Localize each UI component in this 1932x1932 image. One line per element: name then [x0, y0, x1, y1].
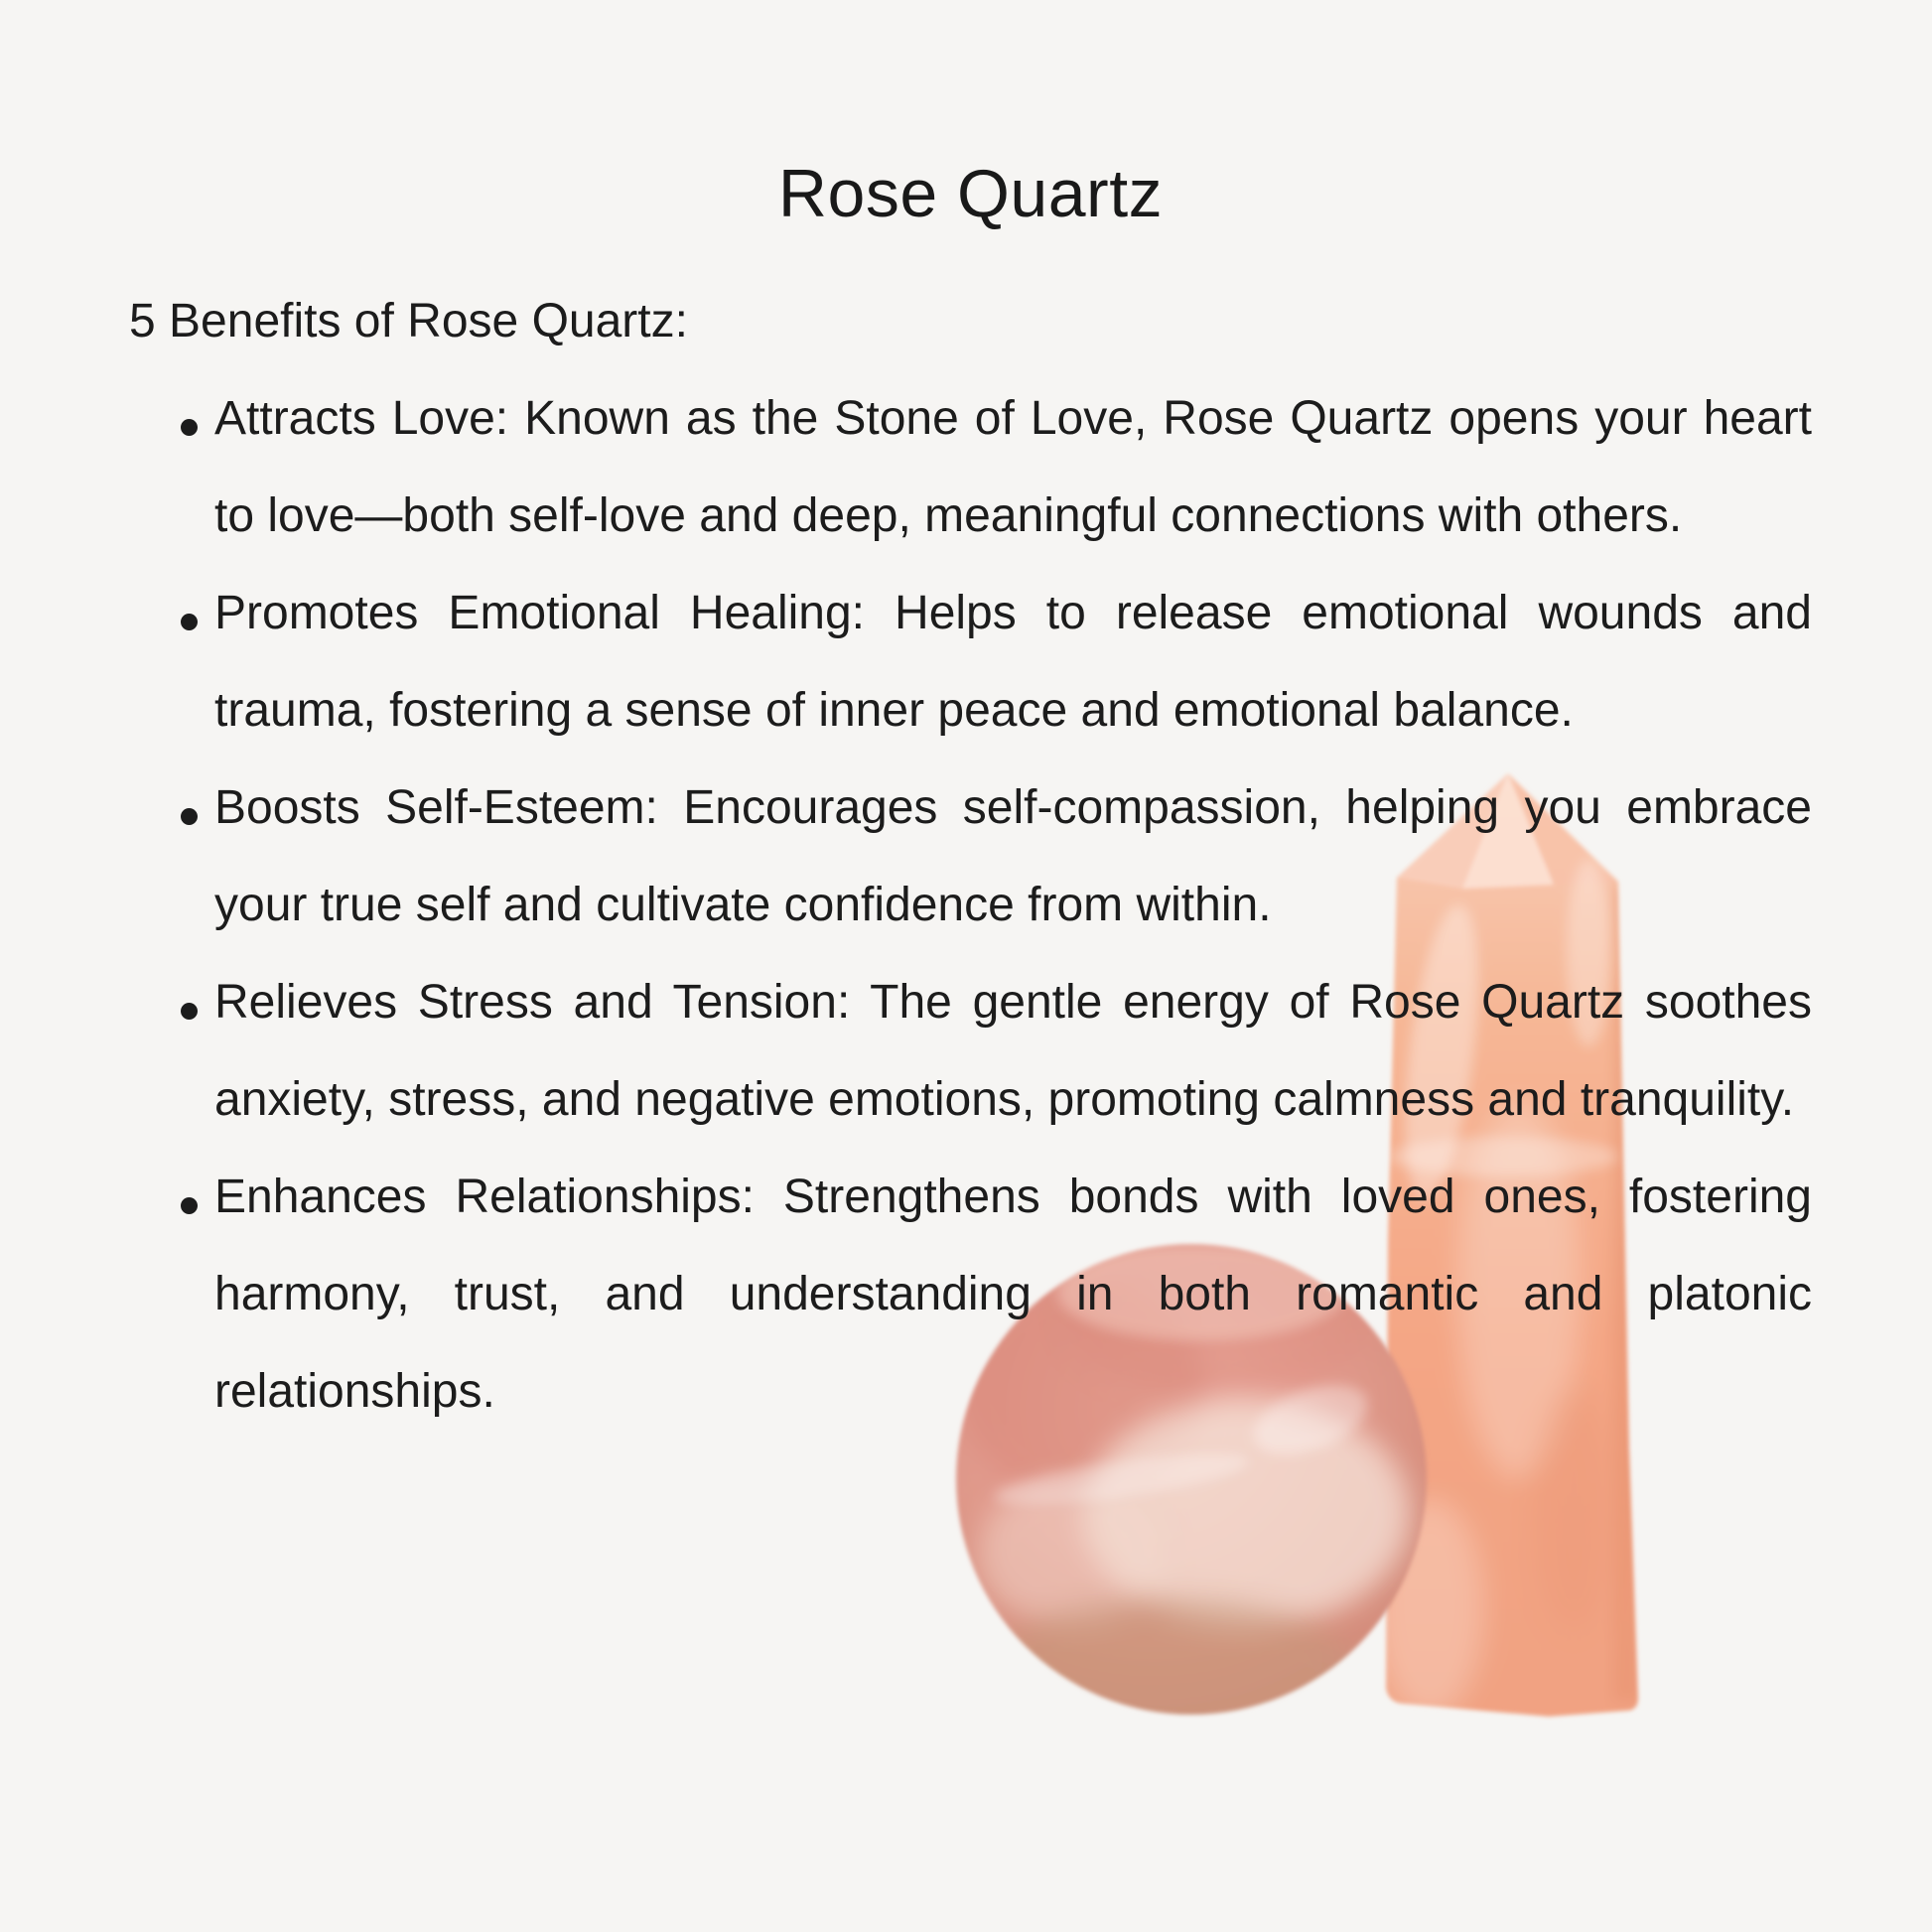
- bullet-icon: [181, 1197, 198, 1214]
- benefit-text: Promotes Emotional Healing: Helps to release emotional wounds and trauma, fostering a sense of inner peace and emotional balance.: [214, 587, 1812, 737]
- benefit-item-emotional-healing: [129, 565, 1812, 759]
- content-area: [129, 154, 1812, 1441]
- bullet-icon: [181, 808, 198, 825]
- benefit-text: Enhances Relationships: Strengthens bonds with loved ones, fostering harmony, trust, and understanding in both romantic and platonic relationships.: [214, 1171, 1812, 1418]
- benefit-item-attracts-love: [129, 370, 1812, 565]
- benefit-item-self-esteem: [129, 759, 1812, 954]
- intro-line: 5 Benefits of Rose Quartz:: [129, 295, 688, 347]
- benefit-text: Attracts Love: Known as the Stone of Love, Rose Quartz opens your heart to love—both self-love and deep, meaningful connections with others.: [214, 392, 1812, 542]
- benefit-item-stress-relief: [129, 954, 1812, 1149]
- bullet-icon: [181, 1003, 198, 1020]
- benefits-list: [129, 370, 1812, 1441]
- benefit-item-relationships: [129, 1149, 1812, 1441]
- benefit-text: Relieves Stress and Tension: The gentle energy of Rose Quartz soothes anxiety, stress, and negative emotions, promoting calmness and tranquility.: [214, 976, 1812, 1126]
- bullet-icon: [181, 614, 198, 630]
- bullet-icon: [181, 419, 198, 436]
- benefit-text: Boosts Self-Esteem: Encourages self-compassion, helping you embrace your true self and cultivate confidence from within.: [214, 781, 1812, 931]
- page-title: Rose Quartz: [777, 156, 1164, 231]
